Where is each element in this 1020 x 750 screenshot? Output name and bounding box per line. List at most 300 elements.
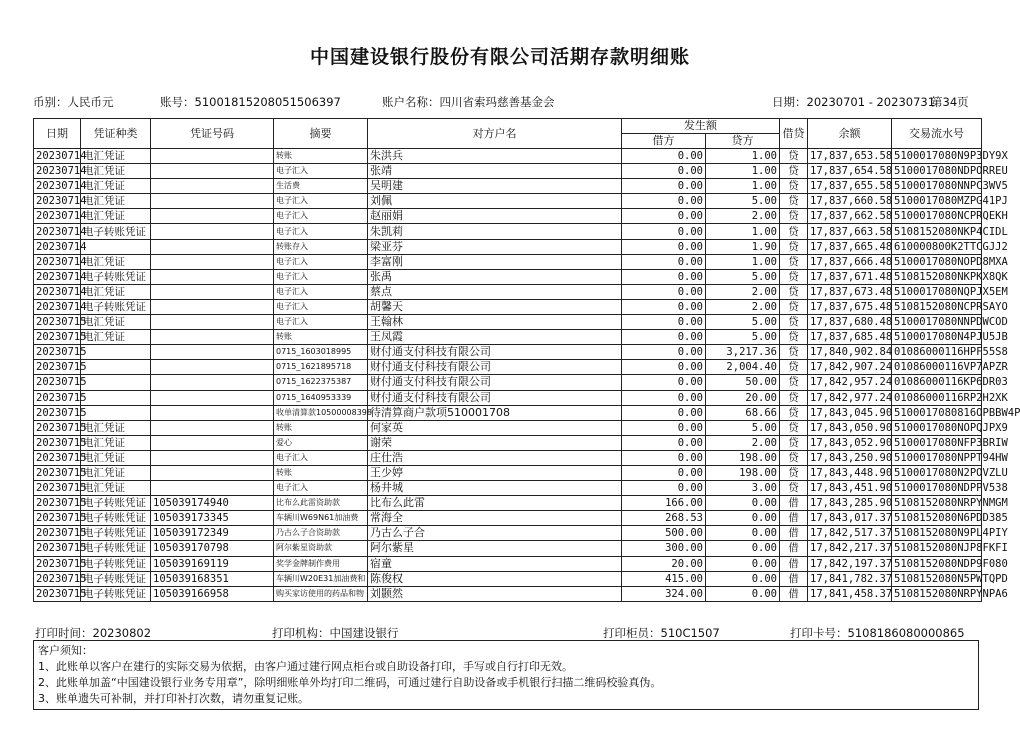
cell-serial: 5100017080NDPORREU xyxy=(892,164,982,179)
cell-date: 20230715 xyxy=(34,390,81,405)
cell-voucher-type: 电汇凭证 xyxy=(81,254,151,269)
cell-date: 20230714 xyxy=(34,209,81,224)
cell-balance: 17,837,671.48 xyxy=(808,269,892,284)
cell-debit: 0.00 xyxy=(622,224,706,239)
cell-credit: 68.66 xyxy=(706,405,780,420)
table-row xyxy=(34,194,982,209)
cell-voucher-no xyxy=(151,465,274,480)
cell-balance: 17,837,660.58 xyxy=(808,194,892,209)
cell-serial: 5108152080NKP4CIDL xyxy=(892,224,982,239)
cell-voucher-no xyxy=(151,330,274,345)
cell-voucher-no xyxy=(151,405,274,420)
cell-serial: 5100017080N9P3DY9X xyxy=(892,149,982,164)
table-row xyxy=(34,420,982,435)
cell-date: 20230714 xyxy=(34,299,81,314)
cell-voucher-type: 电汇凭证 xyxy=(81,315,151,330)
cell-serial: 5108152080NDP9F080 xyxy=(892,556,982,571)
cell-counterparty: 何家英 xyxy=(368,420,622,435)
cell-counterparty: 乃古么子合 xyxy=(368,526,622,541)
cell-balance: 17,842,977.24 xyxy=(808,390,892,405)
cell-debit: 0.00 xyxy=(622,149,706,164)
cell-voucher-no xyxy=(151,194,274,209)
cell-date: 20230715 xyxy=(34,450,81,465)
cell-summary: 电子汇入 xyxy=(274,224,368,239)
cell-voucher-type: 电子转账凭证 xyxy=(81,586,151,601)
cell-voucher-no xyxy=(151,269,274,284)
cell-voucher-no xyxy=(151,375,274,390)
cell-counterparty: 待清算商户款项510001708 xyxy=(368,405,622,420)
cell-voucher-no xyxy=(151,481,274,496)
cell-voucher-no xyxy=(151,239,274,254)
cell-date: 20230715 xyxy=(34,315,81,330)
col-balance: 余额 xyxy=(808,119,892,149)
notes-item: 3、账单遗失可补制，并打印补打次数，请勿重复记账。 xyxy=(38,692,309,705)
cell-debit: 0.00 xyxy=(622,315,706,330)
cell-voucher-no xyxy=(151,254,274,269)
cell-date: 20230715 xyxy=(34,375,81,390)
cell-summary: 乃古么子合资助款 xyxy=(274,526,368,541)
cell-voucher-type: 电汇凭证 xyxy=(81,435,151,450)
cell-debit: 0.00 xyxy=(622,209,706,224)
cell-counterparty: 张禹 xyxy=(368,269,622,284)
col-counterparty: 对方户名 xyxy=(368,119,622,149)
cell-voucher-type: 电子转账凭证 xyxy=(81,526,151,541)
cell-balance: 17,837,654.58 xyxy=(808,164,892,179)
cell-counterparty: 刘颢然 xyxy=(368,586,622,601)
cell-voucher-type: 电子转账凭证 xyxy=(81,299,151,314)
cell-balance: 17,843,017.37 xyxy=(808,511,892,526)
cell-credit: 50.00 xyxy=(706,375,780,390)
cell-summary: 爱心 xyxy=(274,435,368,450)
cell-counterparty: 财付通支付科技有限公司 xyxy=(368,360,622,375)
cell-serial: 5100017080NNPC3WV5 xyxy=(892,179,982,194)
table-row xyxy=(34,496,982,511)
cell-summary: 电子汇入 xyxy=(274,481,368,496)
cell-voucher-type xyxy=(81,390,151,405)
cell-credit: 0.00 xyxy=(706,571,780,586)
cell-credit: 1.00 xyxy=(706,254,780,269)
cell-summary: 电子汇入 xyxy=(274,299,368,314)
cell-credit: 20.00 xyxy=(706,390,780,405)
cell-serial: 5100017080NCPRQEKH xyxy=(892,209,982,224)
cell-balance: 17,842,517.37 xyxy=(808,526,892,541)
cell-credit: 1.00 xyxy=(706,179,780,194)
cell-voucher-no: 105039173345 xyxy=(151,511,274,526)
cell-balance: 17,840,902.84 xyxy=(808,345,892,360)
cell-credit: 0.00 xyxy=(706,496,780,511)
cell-summary: 转账 xyxy=(274,149,368,164)
cell-summary: 电子汇入 xyxy=(274,209,368,224)
cell-serial: 610000800K2TTCGJJ2 xyxy=(892,239,982,254)
cell-voucher-type xyxy=(81,405,151,420)
cell-counterparty: 庄仕浩 xyxy=(368,450,622,465)
cell-dc: 贷 xyxy=(780,465,808,480)
table-row xyxy=(34,164,982,179)
cell-dc: 借 xyxy=(780,571,808,586)
cell-dc: 借 xyxy=(780,496,808,511)
cell-counterparty: 财付通支付科技有限公司 xyxy=(368,390,622,405)
cell-balance: 17,837,655.58 xyxy=(808,179,892,194)
cell-credit: 0.00 xyxy=(706,586,780,601)
table-row xyxy=(34,330,982,345)
cell-serial: 5108152080NRPYNPA6 xyxy=(892,586,982,601)
table-row xyxy=(34,315,982,330)
cell-balance: 17,843,250.90 xyxy=(808,450,892,465)
cell-credit: 0.00 xyxy=(706,511,780,526)
cell-date: 20230714 xyxy=(34,254,81,269)
cell-serial: 5108152080N5PWTQPD xyxy=(892,571,982,586)
cell-date: 20230715 xyxy=(34,541,81,556)
cell-counterparty: 财付通支付科技有限公司 xyxy=(368,345,622,360)
table-row xyxy=(34,345,982,360)
cell-debit: 415.00 xyxy=(622,571,706,586)
cell-counterparty: 比布么此雷 xyxy=(368,496,622,511)
cell-balance: 17,842,907.24 xyxy=(808,360,892,375)
cell-voucher-type: 电子转账凭证 xyxy=(81,541,151,556)
cell-voucher-type: 电子转账凭证 xyxy=(81,571,151,586)
cell-serial: 5100017080NFP3BRIW xyxy=(892,435,982,450)
cell-credit: 3,217.36 xyxy=(706,345,780,360)
cell-voucher-type: 电汇凭证 xyxy=(81,420,151,435)
table-row xyxy=(34,224,982,239)
cell-credit: 1.00 xyxy=(706,149,780,164)
cell-dc: 贷 xyxy=(780,149,808,164)
table-row xyxy=(34,526,982,541)
cell-dc: 借 xyxy=(780,511,808,526)
cell-counterparty: 阿尔紫星 xyxy=(368,541,622,556)
cell-date: 20230715 xyxy=(34,465,81,480)
cell-summary: 0715_1603018995 xyxy=(274,345,368,360)
cell-debit: 0.00 xyxy=(622,435,706,450)
account-number: 账号：51001815208051506397 xyxy=(160,95,341,109)
cell-credit: 2,004.40 xyxy=(706,360,780,375)
cell-voucher-no: 105039169119 xyxy=(151,556,274,571)
cell-serial: 01086000116RP2H2XK xyxy=(892,390,982,405)
table-row xyxy=(34,360,982,375)
cell-serial: 5100017080NQPJX5EM xyxy=(892,284,982,299)
cell-voucher-no xyxy=(151,299,274,314)
cell-voucher-no xyxy=(151,224,274,239)
cell-voucher-type: 电子转账凭证 xyxy=(81,556,151,571)
table-row xyxy=(34,405,982,420)
table-row xyxy=(34,556,982,571)
currency-label: 币别：人民币元 xyxy=(33,95,114,109)
col-dc: 借贷 xyxy=(780,119,808,149)
cell-dc: 贷 xyxy=(780,330,808,345)
cell-dc: 贷 xyxy=(780,224,808,239)
cell-dc: 贷 xyxy=(780,450,808,465)
cell-summary: 电子汇入 xyxy=(274,284,368,299)
cell-voucher-no: 105039170798 xyxy=(151,541,274,556)
col-credit: 贷方 xyxy=(706,134,780,149)
cell-date: 20230714 xyxy=(34,179,81,194)
cell-balance: 17,843,451.90 xyxy=(808,481,892,496)
document-title: 中国建设银行股份有限公司活期存款明细账 xyxy=(309,46,690,68)
cell-voucher-no: 105039174940 xyxy=(151,496,274,511)
cell-counterparty: 刘佩 xyxy=(368,194,622,209)
cell-voucher-type xyxy=(81,239,151,254)
cell-serial: 5100017080NPPT94HW xyxy=(892,450,982,465)
cell-summary: 转账 xyxy=(274,330,368,345)
notes-item: 2、此账单加盖“中国建设银行业务专用章”，除明细账单外均打印二维码，可通过建行自助设备或手机银行扫描二维码校验真伪。 xyxy=(38,676,662,689)
cell-dc: 贷 xyxy=(780,360,808,375)
cell-counterparty: 王少婷 xyxy=(368,465,622,480)
cell-date: 20230715 xyxy=(34,526,81,541)
cell-debit: 0.00 xyxy=(622,330,706,345)
cell-credit: 2.00 xyxy=(706,435,780,450)
col-voucher-type: 凭证种类 xyxy=(81,119,151,149)
cell-credit: 1.00 xyxy=(706,224,780,239)
cell-dc: 贷 xyxy=(780,481,808,496)
cell-debit: 0.00 xyxy=(622,345,706,360)
cell-summary: 车辆川W20E31加油费和 xyxy=(274,571,368,586)
cell-counterparty: 朱凯莉 xyxy=(368,224,622,239)
table-row xyxy=(34,571,982,586)
cell-counterparty: 王翰林 xyxy=(368,315,622,330)
cell-balance: 17,843,045.90 xyxy=(808,405,892,420)
cell-voucher-type xyxy=(81,375,151,390)
cell-date: 20230714 xyxy=(34,284,81,299)
table-row xyxy=(34,435,982,450)
cell-voucher-no: 105039172349 xyxy=(151,526,274,541)
table-row xyxy=(34,179,982,194)
cell-voucher-no xyxy=(151,315,274,330)
cell-voucher-type: 电子转账凭证 xyxy=(81,224,151,239)
table-row xyxy=(34,511,982,526)
cell-summary: 转账存入 xyxy=(274,239,368,254)
col-amount-group: 发生额 xyxy=(622,119,780,134)
table-row xyxy=(34,450,982,465)
cell-voucher-type: 电汇凭证 xyxy=(81,209,151,224)
cell-date: 20230715 xyxy=(34,571,81,586)
cell-balance: 17,837,666.48 xyxy=(808,254,892,269)
cell-voucher-type: 电汇凭证 xyxy=(81,149,151,164)
table-row xyxy=(34,254,982,269)
cell-counterparty: 胡馨天 xyxy=(368,299,622,314)
cell-summary: 购买家访使用的药品和物 xyxy=(274,586,368,601)
cell-counterparty: 梁亚芬 xyxy=(368,239,622,254)
cell-date: 20230715 xyxy=(34,345,81,360)
cell-debit: 0.00 xyxy=(622,179,706,194)
cell-dc: 借 xyxy=(780,526,808,541)
cell-date: 20230714 xyxy=(34,239,81,254)
cell-debit: 0.00 xyxy=(622,194,706,209)
cell-voucher-no: 105039166958 xyxy=(151,586,274,601)
table-row xyxy=(34,465,982,480)
table-row xyxy=(34,541,982,556)
cell-debit: 0.00 xyxy=(622,164,706,179)
cell-serial: 5100017080NNPDWCOD xyxy=(892,315,982,330)
cell-serial: 5108152080NJP8FKFI xyxy=(892,541,982,556)
cell-debit: 300.00 xyxy=(622,541,706,556)
ledger-table xyxy=(33,118,1020,602)
cell-summary: 0715_1621895718 xyxy=(274,360,368,375)
cell-balance: 17,843,050.90 xyxy=(808,420,892,435)
cell-voucher-type: 电子转账凭证 xyxy=(81,511,151,526)
cell-serial: 5100017080MZPG41PJ xyxy=(892,194,982,209)
cell-dc: 贷 xyxy=(780,254,808,269)
col-voucher-no: 凭证号码 xyxy=(151,119,274,149)
cell-voucher-no: 105039168351 xyxy=(151,571,274,586)
cell-dc: 贷 xyxy=(780,179,808,194)
cell-dc: 借 xyxy=(780,586,808,601)
cell-debit: 0.00 xyxy=(622,420,706,435)
cell-debit: 0.00 xyxy=(622,481,706,496)
cell-serial: 5108152080NRPYNMGM xyxy=(892,496,982,511)
cell-debit: 0.00 xyxy=(622,405,706,420)
cell-counterparty: 财付通支付科技有限公司 xyxy=(368,375,622,390)
cell-summary: 电子汇入 xyxy=(274,269,368,284)
cell-credit: 1.90 xyxy=(706,239,780,254)
cell-dc: 贷 xyxy=(780,345,808,360)
cell-debit: 324.00 xyxy=(622,586,706,601)
cell-debit: 0.00 xyxy=(622,375,706,390)
cell-credit: 3.00 xyxy=(706,481,780,496)
header-row-1 xyxy=(34,119,982,134)
table-row xyxy=(34,149,982,164)
cell-serial: 01086000116VP7APZR xyxy=(892,360,982,375)
cell-dc: 贷 xyxy=(780,284,808,299)
cell-serial: 5108152080NCPRSAYO xyxy=(892,299,982,314)
col-debit: 借方 xyxy=(622,134,706,149)
cell-counterparty: 张靖 xyxy=(368,164,622,179)
cell-voucher-type: 电汇凭证 xyxy=(81,450,151,465)
cell-voucher-no xyxy=(151,450,274,465)
cell-voucher-type: 电汇凭证 xyxy=(81,330,151,345)
cell-summary: 电子汇入 xyxy=(274,315,368,330)
cell-summary: 0715_1640953339 xyxy=(274,390,368,405)
cell-balance: 17,837,662.58 xyxy=(808,209,892,224)
cell-date: 20230714 xyxy=(34,194,81,209)
cell-counterparty: 宿童 xyxy=(368,556,622,571)
notes-heading: 客户须知： xyxy=(38,644,93,657)
cell-voucher-type: 电汇凭证 xyxy=(81,465,151,480)
col-date: 日期 xyxy=(34,119,81,149)
cell-voucher-type xyxy=(81,345,151,360)
cell-debit: 0.00 xyxy=(622,254,706,269)
cell-balance: 17,841,782.37 xyxy=(808,571,892,586)
cell-date: 20230714 xyxy=(34,164,81,179)
cell-voucher-type: 电汇凭证 xyxy=(81,179,151,194)
print-card: 打印卡号：5108186080000865 xyxy=(790,626,965,640)
cell-date: 20230715 xyxy=(34,556,81,571)
table-row xyxy=(34,481,982,496)
cell-voucher-type xyxy=(81,360,151,375)
page-number: 第34页 xyxy=(931,95,969,109)
cell-summary: 电子汇入 xyxy=(274,194,368,209)
cell-summary: 车辆川W69N61加油费 xyxy=(274,511,368,526)
cell-voucher-no xyxy=(151,420,274,435)
cell-voucher-no xyxy=(151,179,274,194)
cell-dc: 贷 xyxy=(780,269,808,284)
cell-date: 20230715 xyxy=(34,330,81,345)
cell-dc: 贷 xyxy=(780,375,808,390)
cell-voucher-type: 电汇凭证 xyxy=(81,284,151,299)
ledger-body xyxy=(34,149,1020,602)
cell-voucher-type: 电子转账凭证 xyxy=(81,496,151,511)
cell-counterparty: 王凤霞 xyxy=(368,330,622,345)
cell-credit: 5.00 xyxy=(706,315,780,330)
cell-debit: 20.00 xyxy=(622,556,706,571)
table-row xyxy=(34,375,982,390)
cell-credit: 5.00 xyxy=(706,330,780,345)
cell-serial: 5100017080N4PJU5JB xyxy=(892,330,982,345)
cell-credit: 198.00 xyxy=(706,465,780,480)
print-org: 打印机构：中国建设银行 xyxy=(272,626,399,640)
cell-credit: 2.00 xyxy=(706,299,780,314)
cell-counterparty: 杨井城 xyxy=(368,481,622,496)
print-counter: 打印柜员：510C1507 xyxy=(603,626,720,640)
cell-counterparty: 朱洪兵 xyxy=(368,149,622,164)
cell-credit: 198.00 xyxy=(706,450,780,465)
cell-counterparty: 常海全 xyxy=(368,511,622,526)
cell-serial: 5108152080NKPKX8QK xyxy=(892,269,982,284)
print-time: 打印时间：20230802 xyxy=(35,626,152,640)
table-row xyxy=(34,284,982,299)
cell-debit: 166.00 xyxy=(622,496,706,511)
cell-balance: 17,842,217.37 xyxy=(808,541,892,556)
cell-balance: 17,837,663.58 xyxy=(808,224,892,239)
cell-credit: 2.00 xyxy=(706,209,780,224)
cell-summary: 转账 xyxy=(274,420,368,435)
cell-summary: 收单清算款10500008398 xyxy=(274,405,368,420)
cell-summary: 电子汇入 xyxy=(274,254,368,269)
cell-voucher-no xyxy=(151,345,274,360)
cell-dc: 借 xyxy=(780,541,808,556)
cell-summary: 奖学金牌制作费用 xyxy=(274,556,368,571)
cell-balance: 17,837,665.48 xyxy=(808,239,892,254)
cell-voucher-no xyxy=(151,284,274,299)
cell-summary: 生活费 xyxy=(274,179,368,194)
cell-dc: 贷 xyxy=(780,299,808,314)
cell-counterparty: 赵丽娟 xyxy=(368,209,622,224)
cell-summary: 电子汇入 xyxy=(274,450,368,465)
cell-debit: 0.00 xyxy=(622,239,706,254)
cell-balance: 17,837,675.48 xyxy=(808,299,892,314)
cell-balance: 17,843,285.90 xyxy=(808,496,892,511)
cell-dc: 贷 xyxy=(780,420,808,435)
cell-balance: 17,837,685.48 xyxy=(808,330,892,345)
cell-credit: 0.00 xyxy=(706,526,780,541)
cell-voucher-type: 电汇凭证 xyxy=(81,194,151,209)
table-row xyxy=(34,269,982,284)
cell-serial: 5100017080NOPD8MXA xyxy=(892,254,982,269)
cell-summary: 比布么此雷资助款 xyxy=(274,496,368,511)
cell-serial: 5100017080NDPPV538 xyxy=(892,481,982,496)
table-row xyxy=(34,239,982,254)
cell-counterparty: 蔡点 xyxy=(368,284,622,299)
cell-voucher-no xyxy=(151,149,274,164)
cell-credit: 5.00 xyxy=(706,420,780,435)
cell-voucher-no xyxy=(151,360,274,375)
cell-debit: 0.00 xyxy=(622,450,706,465)
table-row xyxy=(34,299,982,314)
cell-voucher-no xyxy=(151,164,274,179)
cell-serial: 5108152080N9PL4PIY xyxy=(892,526,982,541)
cell-dc: 贷 xyxy=(780,435,808,450)
cell-balance: 17,837,680.48 xyxy=(808,315,892,330)
cell-date: 20230715 xyxy=(34,481,81,496)
cell-credit: 0.00 xyxy=(706,556,780,571)
cell-voucher-no xyxy=(151,390,274,405)
cell-credit: 5.00 xyxy=(706,269,780,284)
cell-balance: 17,842,197.37 xyxy=(808,556,892,571)
cell-date: 20230715 xyxy=(34,360,81,375)
table-row xyxy=(34,586,982,601)
cell-credit: 1.00 xyxy=(706,164,780,179)
cell-serial: 5100017080N2POVZLU xyxy=(892,465,982,480)
cell-credit: 5.00 xyxy=(706,194,780,209)
